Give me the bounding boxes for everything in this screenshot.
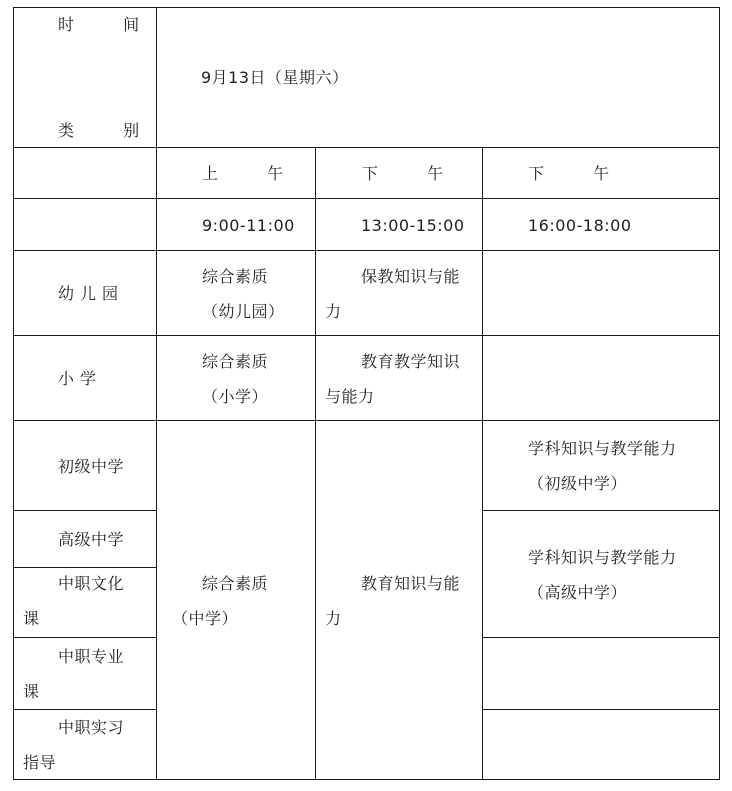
- time-morning: 9:00-11:00: [202, 216, 295, 235]
- table-divider: [13, 567, 156, 568]
- middle-afternoon1-line2: 力: [325, 609, 342, 628]
- time-afternoon-2: 16:00-18:00: [528, 216, 632, 235]
- category-voc-internship-line1: 中职实习: [58, 718, 125, 737]
- kindergarten-morning-line1: 综合素质: [202, 267, 269, 286]
- table-divider: [13, 510, 156, 511]
- time-afternoon-1: 13:00-15:00: [361, 216, 465, 235]
- senior-afternoon2-line1: 学科知识与教学能力: [528, 548, 677, 567]
- table-divider: [13, 335, 720, 336]
- table-divider: [482, 637, 720, 638]
- primary-morning-line1: 综合素质: [202, 352, 269, 371]
- primary-afternoon1-line1: 教育教学知识: [361, 352, 461, 371]
- junior-afternoon2-line1: 学科知识与教学能力: [528, 439, 677, 458]
- table-divider-v: [482, 147, 483, 780]
- category-voc-culture-line1: 中职文化: [58, 574, 125, 593]
- middle-morning-line1: 综合素质: [202, 574, 269, 593]
- category-voc-professional-line2: 课: [23, 682, 40, 701]
- period-afternoon-2: 下 午: [528, 164, 632, 183]
- table-divider: [13, 250, 720, 251]
- table-divider-v: [315, 147, 316, 780]
- date-header: 9月13日（星期六）: [201, 68, 349, 87]
- middle-afternoon1-line1: 教育知识与能: [361, 574, 461, 593]
- category-senior-middle: 高级中学: [58, 530, 125, 549]
- category-voc-professional-line1: 中职专业: [58, 647, 125, 666]
- table-border-bottom: [13, 779, 720, 780]
- category-kindergarten: 幼儿园: [58, 284, 125, 303]
- period-morning: 上 午: [202, 164, 306, 183]
- category-primary: 小学: [58, 369, 103, 388]
- table-border-left: [13, 7, 14, 780]
- middle-morning-line2: （中学）: [172, 609, 239, 628]
- kindergarten-morning-line2: （幼儿园）: [202, 302, 285, 321]
- kindergarten-afternoon1-line1: 保教知识与能: [361, 267, 461, 286]
- category-junior-middle: 初级中学: [58, 457, 125, 476]
- primary-morning-line2: （小学）: [202, 387, 269, 406]
- table-divider: [482, 709, 720, 710]
- table-divider: [482, 510, 720, 511]
- corner-time-label: 时 间: [58, 15, 162, 34]
- period-afternoon-1: 下 午: [362, 164, 466, 183]
- table-divider: [13, 147, 720, 148]
- table-divider: [13, 637, 156, 638]
- table-border-top: [13, 7, 720, 8]
- senior-afternoon2-line2: （高级中学）: [528, 583, 628, 602]
- table-divider: [13, 420, 720, 421]
- primary-afternoon1-line2: 与能力: [325, 387, 375, 406]
- table-divider: [13, 709, 156, 710]
- table-border-right: [719, 7, 720, 780]
- category-voc-culture-line2: 课: [23, 609, 40, 628]
- corner-category-label: 类 别: [58, 121, 162, 140]
- kindergarten-afternoon1-line2: 力: [325, 302, 342, 321]
- junior-afternoon2-line2: （初级中学）: [528, 474, 628, 493]
- category-voc-internship-line2: 指导: [23, 753, 57, 772]
- table-divider: [13, 198, 720, 199]
